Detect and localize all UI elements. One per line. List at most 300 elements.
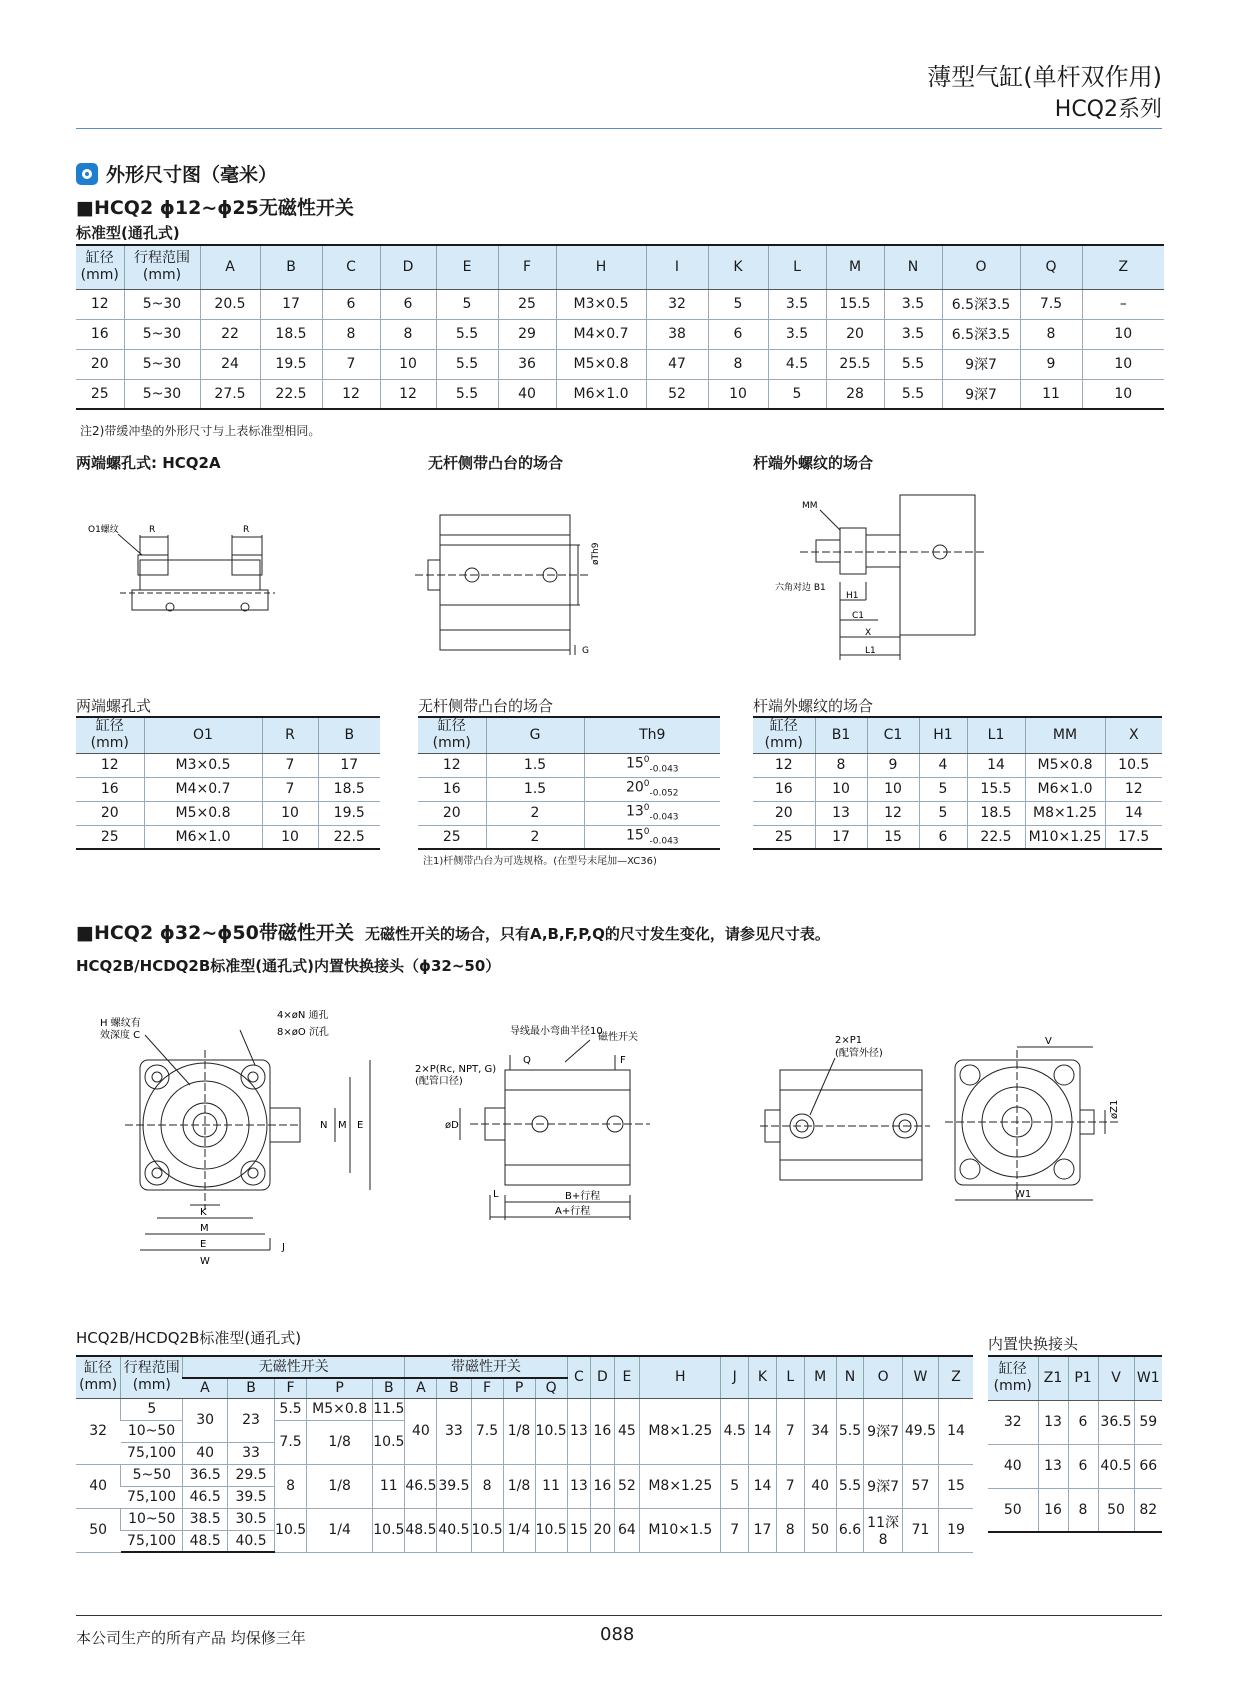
side-label-b-stroke: B+行程 bbox=[565, 1191, 601, 1202]
table-cell: 1/8 bbox=[307, 1464, 373, 1508]
front-label-h: H 螺纹有 bbox=[100, 1018, 141, 1029]
table-cell: 5 bbox=[708, 289, 768, 319]
table-cell: 5.5 bbox=[436, 319, 498, 349]
d3-label-c1: C1 bbox=[852, 611, 865, 621]
column-header: K bbox=[749, 1356, 777, 1398]
table-cell: M8×1.25 bbox=[1025, 801, 1105, 825]
column-header: B bbox=[260, 245, 322, 289]
side-label-a-stroke: A+行程 bbox=[555, 1206, 591, 1217]
table-cell: 29.5 bbox=[228, 1464, 275, 1486]
front-label-m-v: M bbox=[338, 1120, 347, 1131]
table-cell: 50 bbox=[1098, 1488, 1134, 1532]
section2-title-note: 无磁性开关的场合，只有A,B,F,P,Q的尺寸发生变化，请参见尺寸表。 bbox=[364, 925, 830, 943]
column-header: F bbox=[471, 1378, 503, 1398]
table-cell: M10×1.5 bbox=[640, 1508, 721, 1552]
table-cell: 15.5 bbox=[967, 777, 1025, 801]
table-cell: 6 bbox=[380, 289, 436, 319]
table-cell: 10 bbox=[815, 777, 867, 801]
main-dimension-table bbox=[76, 244, 1164, 410]
table-cell: 10.5 bbox=[373, 1420, 405, 1464]
page-number: 088 bbox=[600, 1624, 635, 1645]
table-cell: 6.5深3.5 bbox=[942, 319, 1020, 349]
column-header: MM bbox=[1025, 717, 1105, 753]
table-cell: 8 bbox=[1068, 1488, 1098, 1532]
column-header: 缸径 (mm) bbox=[76, 1356, 121, 1398]
table-cell: 20 bbox=[591, 1508, 614, 1552]
table-cell: 9深7 bbox=[942, 379, 1020, 409]
column-header: O bbox=[942, 245, 1020, 289]
table-cell: 5 bbox=[919, 801, 967, 825]
table-cell: 13 bbox=[567, 1398, 590, 1464]
table-cell: 40.5 bbox=[437, 1508, 471, 1552]
table-cell: 4 bbox=[919, 753, 967, 777]
table-cell: 13 bbox=[567, 1464, 590, 1508]
table-cell: M6×1.0 bbox=[556, 379, 646, 409]
table-cell: 8 bbox=[708, 349, 768, 379]
column-header: Z bbox=[939, 1356, 973, 1398]
column-header: H bbox=[640, 1356, 721, 1398]
table-cell: 5 bbox=[721, 1464, 749, 1508]
side-label-q: Q bbox=[523, 1055, 531, 1066]
note-1: 注1)杆侧带凸台为可选规格。(在型号末尾加—XC36) bbox=[423, 856, 657, 867]
column-header: O bbox=[864, 1356, 902, 1398]
front-label-m-h: M bbox=[200, 1223, 209, 1234]
table-cell: M4×0.7 bbox=[144, 777, 262, 801]
table-cell: 14 bbox=[939, 1398, 973, 1464]
d3-label-b1: 六角对边 B1 bbox=[775, 583, 826, 593]
th9-value: 15 bbox=[625, 827, 644, 844]
column-header: K bbox=[708, 245, 768, 289]
table-cell: 25 bbox=[753, 825, 815, 849]
table-cell: 20 bbox=[826, 319, 884, 349]
table-cell: 40.5 bbox=[228, 1530, 275, 1552]
table-cell: 4.5 bbox=[721, 1398, 749, 1464]
table-cell: 5.5 bbox=[836, 1398, 864, 1464]
table-cell: 15.5 bbox=[826, 289, 884, 319]
side2-label-pipe: (配管外径) bbox=[835, 1048, 883, 1059]
table-cell: 59 bbox=[1134, 1400, 1162, 1444]
group-header: 无磁性开关 bbox=[183, 1356, 405, 1378]
table-cell: 8 bbox=[776, 1508, 804, 1552]
table-cell: M6×1.0 bbox=[1025, 777, 1105, 801]
table-cell: 40 bbox=[405, 1398, 437, 1464]
table-rod-side-boss bbox=[418, 716, 720, 850]
table-cell: 10.5 bbox=[471, 1508, 503, 1552]
d3-label-l1: L1 bbox=[865, 646, 876, 656]
table-cell: 12 bbox=[1105, 777, 1162, 801]
table-cell: 9深7 bbox=[864, 1398, 902, 1464]
column-header: E bbox=[436, 245, 498, 289]
drawing-rod-side-boss bbox=[410, 505, 610, 655]
table-cell: 22.5 bbox=[318, 825, 380, 849]
table-cell: 64 bbox=[614, 1508, 640, 1552]
column-header: O1 bbox=[144, 717, 262, 753]
table-cell: 12 bbox=[753, 753, 815, 777]
table-both-end-tapped bbox=[76, 716, 380, 850]
table-cell: 5 bbox=[768, 379, 826, 409]
table-cell: 3.5 bbox=[884, 289, 942, 319]
table-cell: 7 bbox=[262, 753, 318, 777]
table-cell: 47 bbox=[646, 349, 708, 379]
table-cell: 10.5 bbox=[535, 1508, 567, 1552]
table-cell: 66 bbox=[1134, 1444, 1162, 1488]
column-header: N bbox=[884, 245, 942, 289]
front-label-e-v: E bbox=[357, 1120, 364, 1131]
table-cell: – bbox=[1082, 289, 1164, 319]
table-cell: 12 bbox=[867, 801, 919, 825]
table-cell: 5~50 bbox=[121, 1464, 183, 1486]
table-cell: 11 bbox=[373, 1464, 405, 1508]
table-cell: 36.5 bbox=[183, 1464, 228, 1486]
table-cell: 5~30 bbox=[124, 379, 200, 409]
table-cell: 8 bbox=[471, 1464, 503, 1508]
table-cell: 50 bbox=[988, 1488, 1038, 1532]
table-cell: 1/8 bbox=[307, 1420, 373, 1464]
table-cell: M8×1.25 bbox=[640, 1464, 721, 1508]
table-cell: M10×1.25 bbox=[1025, 825, 1105, 849]
table-cell: 6 bbox=[919, 825, 967, 849]
table-cell: 50 bbox=[76, 1508, 121, 1552]
column-header: Th9 bbox=[584, 717, 720, 753]
tolerance-lower: -0.043 bbox=[649, 764, 679, 775]
table-row bbox=[76, 753, 380, 777]
column-header: W1 bbox=[1134, 1356, 1162, 1400]
column-header: A bbox=[405, 1378, 437, 1398]
table-cell: M3×0.5 bbox=[556, 289, 646, 319]
d1-label-o1: O1螺纹 bbox=[88, 525, 119, 535]
table-cell: 17.5 bbox=[1105, 825, 1162, 849]
column-header: L1 bbox=[967, 717, 1025, 753]
group-header: 带磁性开关 bbox=[405, 1356, 567, 1378]
table-cell: 20.5 bbox=[200, 289, 260, 319]
table-cell: 38.5 bbox=[183, 1508, 228, 1530]
column-header: B bbox=[318, 717, 380, 753]
column-header: F bbox=[498, 245, 556, 289]
table-cell: 14 bbox=[749, 1398, 777, 1464]
table-cell: 19.5 bbox=[318, 801, 380, 825]
table-cell: 3.5 bbox=[884, 319, 942, 349]
column-header: J bbox=[721, 1356, 749, 1398]
column-header: Z1 bbox=[1038, 1356, 1068, 1400]
table-cell: 14 bbox=[967, 753, 1025, 777]
table-cell: 20 bbox=[753, 801, 815, 825]
table-cell: 28 bbox=[826, 379, 884, 409]
front-label-w: W bbox=[200, 1256, 210, 1267]
d3-label-mm: MM bbox=[802, 501, 818, 511]
table-cell: 17 bbox=[815, 825, 867, 849]
table-cell: 10 bbox=[1082, 379, 1164, 409]
table-row bbox=[76, 1464, 973, 1486]
table-cell: 2 bbox=[486, 801, 584, 825]
drawing-rod-end-male bbox=[760, 490, 990, 670]
quick-table-title: 内置快换接头 bbox=[988, 1335, 1079, 1353]
table-cell: 16 bbox=[1038, 1488, 1068, 1532]
column-header: B bbox=[437, 1378, 471, 1398]
section2-title-row bbox=[76, 918, 830, 945]
table-cell: 13 bbox=[1038, 1444, 1068, 1488]
table-row bbox=[76, 349, 1164, 379]
table-cell: 33 bbox=[228, 1442, 275, 1464]
table-cell: 17 bbox=[260, 289, 322, 319]
table-cell: M4×0.7 bbox=[556, 319, 646, 349]
column-header: I bbox=[646, 245, 708, 289]
column-header: 缸径 (mm) bbox=[76, 717, 144, 753]
d3-label-x: X bbox=[865, 628, 872, 638]
table-cell: 6 bbox=[322, 289, 380, 319]
column-header: A bbox=[200, 245, 260, 289]
table-cell: 23 bbox=[228, 1398, 275, 1442]
table-cell: 39.5 bbox=[228, 1486, 275, 1508]
column-header: H bbox=[556, 245, 646, 289]
table-row bbox=[76, 1508, 973, 1530]
column-header: W bbox=[902, 1356, 938, 1398]
table-cell bbox=[584, 801, 720, 825]
column-header: R bbox=[262, 717, 318, 753]
table-row bbox=[988, 1444, 1162, 1488]
table-cell: 22.5 bbox=[260, 379, 322, 409]
table-cell: 25 bbox=[498, 289, 556, 319]
front-label-k: K bbox=[200, 1207, 207, 1218]
front-label-n: N bbox=[320, 1120, 328, 1131]
table-row bbox=[988, 1400, 1162, 1444]
table-cell: 10 bbox=[1082, 319, 1164, 349]
table-cell: 50 bbox=[804, 1508, 836, 1552]
table-a-title: 两端螺孔式 bbox=[76, 697, 152, 715]
table-cell: 40.5 bbox=[1098, 1444, 1134, 1488]
table-cell: 5.5 bbox=[884, 349, 942, 379]
table-cell: 5~30 bbox=[124, 319, 200, 349]
column-header: P bbox=[503, 1378, 535, 1398]
table-cell: 36 bbox=[498, 349, 556, 379]
table-c-title: 杆端外螺纹的场合 bbox=[753, 697, 874, 715]
table-cell: 25.5 bbox=[826, 349, 884, 379]
table-cell: 14 bbox=[749, 1464, 777, 1508]
table-cell: 10 bbox=[262, 801, 318, 825]
table-cell: 6.5深3.5 bbox=[942, 289, 1020, 319]
front-label-j: J bbox=[282, 1242, 285, 1253]
column-header: L bbox=[776, 1356, 804, 1398]
table-cell: 16 bbox=[76, 777, 144, 801]
table-cell: 25 bbox=[76, 379, 124, 409]
column-header: 缸径 (mm) bbox=[753, 717, 815, 753]
table-cell: 34 bbox=[804, 1398, 836, 1464]
std-type-label: 标准型(通孔式) bbox=[76, 224, 180, 242]
column-header: B1 bbox=[815, 717, 867, 753]
section-title bbox=[76, 160, 277, 187]
footer-warranty: 本公司生产的所有产品 均保修三年 bbox=[76, 1629, 306, 1647]
column-header: P bbox=[307, 1378, 373, 1398]
d2-label-g: G bbox=[582, 646, 589, 655]
table-cell: 39.5 bbox=[437, 1464, 471, 1508]
table-cell: M8×1.25 bbox=[640, 1398, 721, 1464]
table-cell: 75,100 bbox=[121, 1442, 183, 1464]
th9-value: 15 bbox=[625, 755, 644, 772]
table-cell: 6.6 bbox=[836, 1508, 864, 1552]
table-cell: 75,100 bbox=[121, 1530, 183, 1552]
table-cell: 8 bbox=[815, 753, 867, 777]
bullet-icon bbox=[76, 163, 98, 185]
section2-title: ■HCQ2 ϕ32~ϕ50带磁性开关 bbox=[76, 922, 354, 944]
table-cell: 1/4 bbox=[307, 1508, 373, 1552]
side-label-port: 2×P(Rc, NPT, G) bbox=[415, 1064, 497, 1075]
table-row bbox=[76, 825, 380, 849]
table-cell: 8 bbox=[322, 319, 380, 349]
table-cell: 25 bbox=[418, 825, 486, 849]
drawing-title-2: 无杆侧带凸台的场合 bbox=[428, 454, 564, 472]
table-cell: 5 bbox=[436, 289, 498, 319]
table-cell: 15 bbox=[567, 1508, 590, 1552]
table-cell: 11 bbox=[1020, 379, 1082, 409]
d1-label-r2: R bbox=[243, 525, 250, 535]
table-cell: 1/4 bbox=[503, 1508, 535, 1552]
table-row bbox=[76, 379, 1164, 409]
drawing-side-view bbox=[415, 1020, 675, 1220]
table-cell: 16 bbox=[418, 777, 486, 801]
table-cell: 40 bbox=[804, 1464, 836, 1508]
table-row bbox=[76, 289, 1164, 319]
column-header: M bbox=[804, 1356, 836, 1398]
section2-subtitle: HCQ2B/HCDQ2B标准型(通孔式)内置快换接头（ϕ32~50） bbox=[76, 957, 501, 975]
column-header: B bbox=[373, 1378, 405, 1398]
table-cell: M5×0.8 bbox=[144, 801, 262, 825]
table-cell: 1.5 bbox=[486, 753, 584, 777]
d1-label-r1: R bbox=[149, 525, 156, 535]
table-cell: 9深7 bbox=[942, 349, 1020, 379]
table-cell: 5 bbox=[919, 777, 967, 801]
table-row bbox=[753, 753, 1162, 777]
column-header: 行程范围 (mm) bbox=[121, 1356, 183, 1398]
table-row bbox=[76, 801, 380, 825]
table-cell: 25 bbox=[76, 825, 144, 849]
table-cell: 9 bbox=[867, 753, 919, 777]
table-cell: 75,100 bbox=[121, 1486, 183, 1508]
tolerance-lower: -0.043 bbox=[649, 836, 679, 847]
side-label-d: øD bbox=[445, 1120, 459, 1131]
table-cell: 48.5 bbox=[183, 1530, 228, 1552]
table-cell: 10.5 bbox=[373, 1508, 405, 1552]
footer-divider bbox=[76, 1615, 1162, 1616]
table-cell: 17 bbox=[318, 753, 380, 777]
drawing-title-3: 杆端外螺纹的场合 bbox=[753, 454, 874, 472]
th9-value: 20 bbox=[625, 779, 644, 796]
table-cell: 40 bbox=[76, 1464, 121, 1508]
table-cell: 5~30 bbox=[124, 349, 200, 379]
table-row bbox=[418, 777, 720, 801]
table-cell: 4.5 bbox=[768, 349, 826, 379]
table-row bbox=[418, 825, 720, 849]
column-header: Q bbox=[1020, 245, 1082, 289]
table-cell: 14 bbox=[1105, 801, 1162, 825]
table-cell: 9 bbox=[1020, 349, 1082, 379]
table-cell: 3.5 bbox=[768, 319, 826, 349]
side-label-f: F bbox=[620, 1055, 626, 1066]
table-cell: 48.5 bbox=[405, 1508, 437, 1552]
drawing-end-view bbox=[945, 1035, 1125, 1210]
table-cell: 71 bbox=[902, 1508, 938, 1552]
table-cell: 20 bbox=[76, 349, 124, 379]
table-cell: 32 bbox=[76, 1398, 121, 1464]
table-cell: 82 bbox=[1134, 1488, 1162, 1532]
table-cell: 5.5 bbox=[836, 1464, 864, 1508]
table-cell: 40 bbox=[183, 1442, 228, 1464]
side-label-switch: 磁性开关 bbox=[598, 1032, 638, 1043]
front-label-c: 效深度 C bbox=[100, 1030, 141, 1041]
table-cell: 11深8 bbox=[864, 1508, 902, 1552]
table-cell: M5×0.8 bbox=[1025, 753, 1105, 777]
table-cell: 20 bbox=[76, 801, 144, 825]
table-cell: 10 bbox=[867, 777, 919, 801]
tolerance-lower: -0.052 bbox=[649, 788, 679, 799]
front-label-o-hole: 8×øO 沉孔 bbox=[277, 1027, 329, 1038]
table-cell: 24 bbox=[200, 349, 260, 379]
table-cell: 17 bbox=[749, 1508, 777, 1552]
magnetic-switch-table bbox=[76, 1355, 973, 1553]
table-cell bbox=[584, 777, 720, 801]
section-title-text: 外形尺寸图（毫米） bbox=[106, 164, 278, 186]
drawing-front-view bbox=[95, 1010, 395, 1280]
table-cell: 3.5 bbox=[768, 289, 826, 319]
table-cell: 10 bbox=[380, 349, 436, 379]
table-cell: 1/8 bbox=[503, 1464, 535, 1508]
table-cell: 45 bbox=[614, 1398, 640, 1464]
header-series: HCQ2系列 bbox=[1054, 97, 1162, 122]
front-label-n-hole: 4×øN 通孔 bbox=[277, 1010, 329, 1021]
table-row bbox=[76, 1398, 973, 1420]
table-cell: 10~50 bbox=[121, 1508, 183, 1530]
column-header: C bbox=[322, 245, 380, 289]
side2-label-p1: 2×P1 bbox=[835, 1035, 863, 1046]
column-header: C1 bbox=[867, 717, 919, 753]
quick-connector-table bbox=[988, 1355, 1162, 1533]
table-cell: 8 bbox=[1020, 319, 1082, 349]
header-title: 薄型气缸(单杆双作用) bbox=[927, 63, 1162, 91]
table-cell: 6 bbox=[708, 319, 768, 349]
column-header: L bbox=[768, 245, 826, 289]
end-label-w1: W1 bbox=[1015, 1189, 1032, 1200]
table-cell: 7 bbox=[721, 1508, 749, 1552]
table-cell: 13 bbox=[1038, 1400, 1068, 1444]
table-cell: 1.5 bbox=[486, 777, 584, 801]
table-cell: 16 bbox=[591, 1398, 614, 1464]
table-rod-end-male bbox=[753, 716, 1162, 850]
table-cell: 10.5 bbox=[1105, 753, 1162, 777]
table-cell: 16 bbox=[753, 777, 815, 801]
table-row bbox=[753, 801, 1162, 825]
column-header: H1 bbox=[919, 717, 967, 753]
table-cell: 7.5 bbox=[471, 1398, 503, 1464]
tolerance-upper: 0 bbox=[643, 779, 650, 790]
column-header: F bbox=[275, 1378, 307, 1398]
table-cell: 11.5 bbox=[373, 1398, 405, 1420]
table-cell: 10 bbox=[262, 825, 318, 849]
th9-value: 13 bbox=[625, 803, 644, 820]
table-cell: 57 bbox=[902, 1464, 938, 1508]
table-cell: 46.5 bbox=[183, 1486, 228, 1508]
header-divider bbox=[76, 128, 1162, 129]
table-cell: 10.5 bbox=[535, 1398, 567, 1464]
drawing-both-end-tapped bbox=[80, 515, 280, 615]
table-cell: 22.5 bbox=[967, 825, 1025, 849]
table-cell: 30 bbox=[183, 1398, 228, 1442]
table-cell: 30.5 bbox=[228, 1508, 275, 1530]
table-cell: 52 bbox=[614, 1464, 640, 1508]
table-cell: 15 bbox=[867, 825, 919, 849]
column-header: N bbox=[836, 1356, 864, 1398]
table-row bbox=[76, 319, 1164, 349]
table-cell: 12 bbox=[76, 289, 124, 319]
column-header: E bbox=[614, 1356, 640, 1398]
table-cell: 16 bbox=[76, 319, 124, 349]
